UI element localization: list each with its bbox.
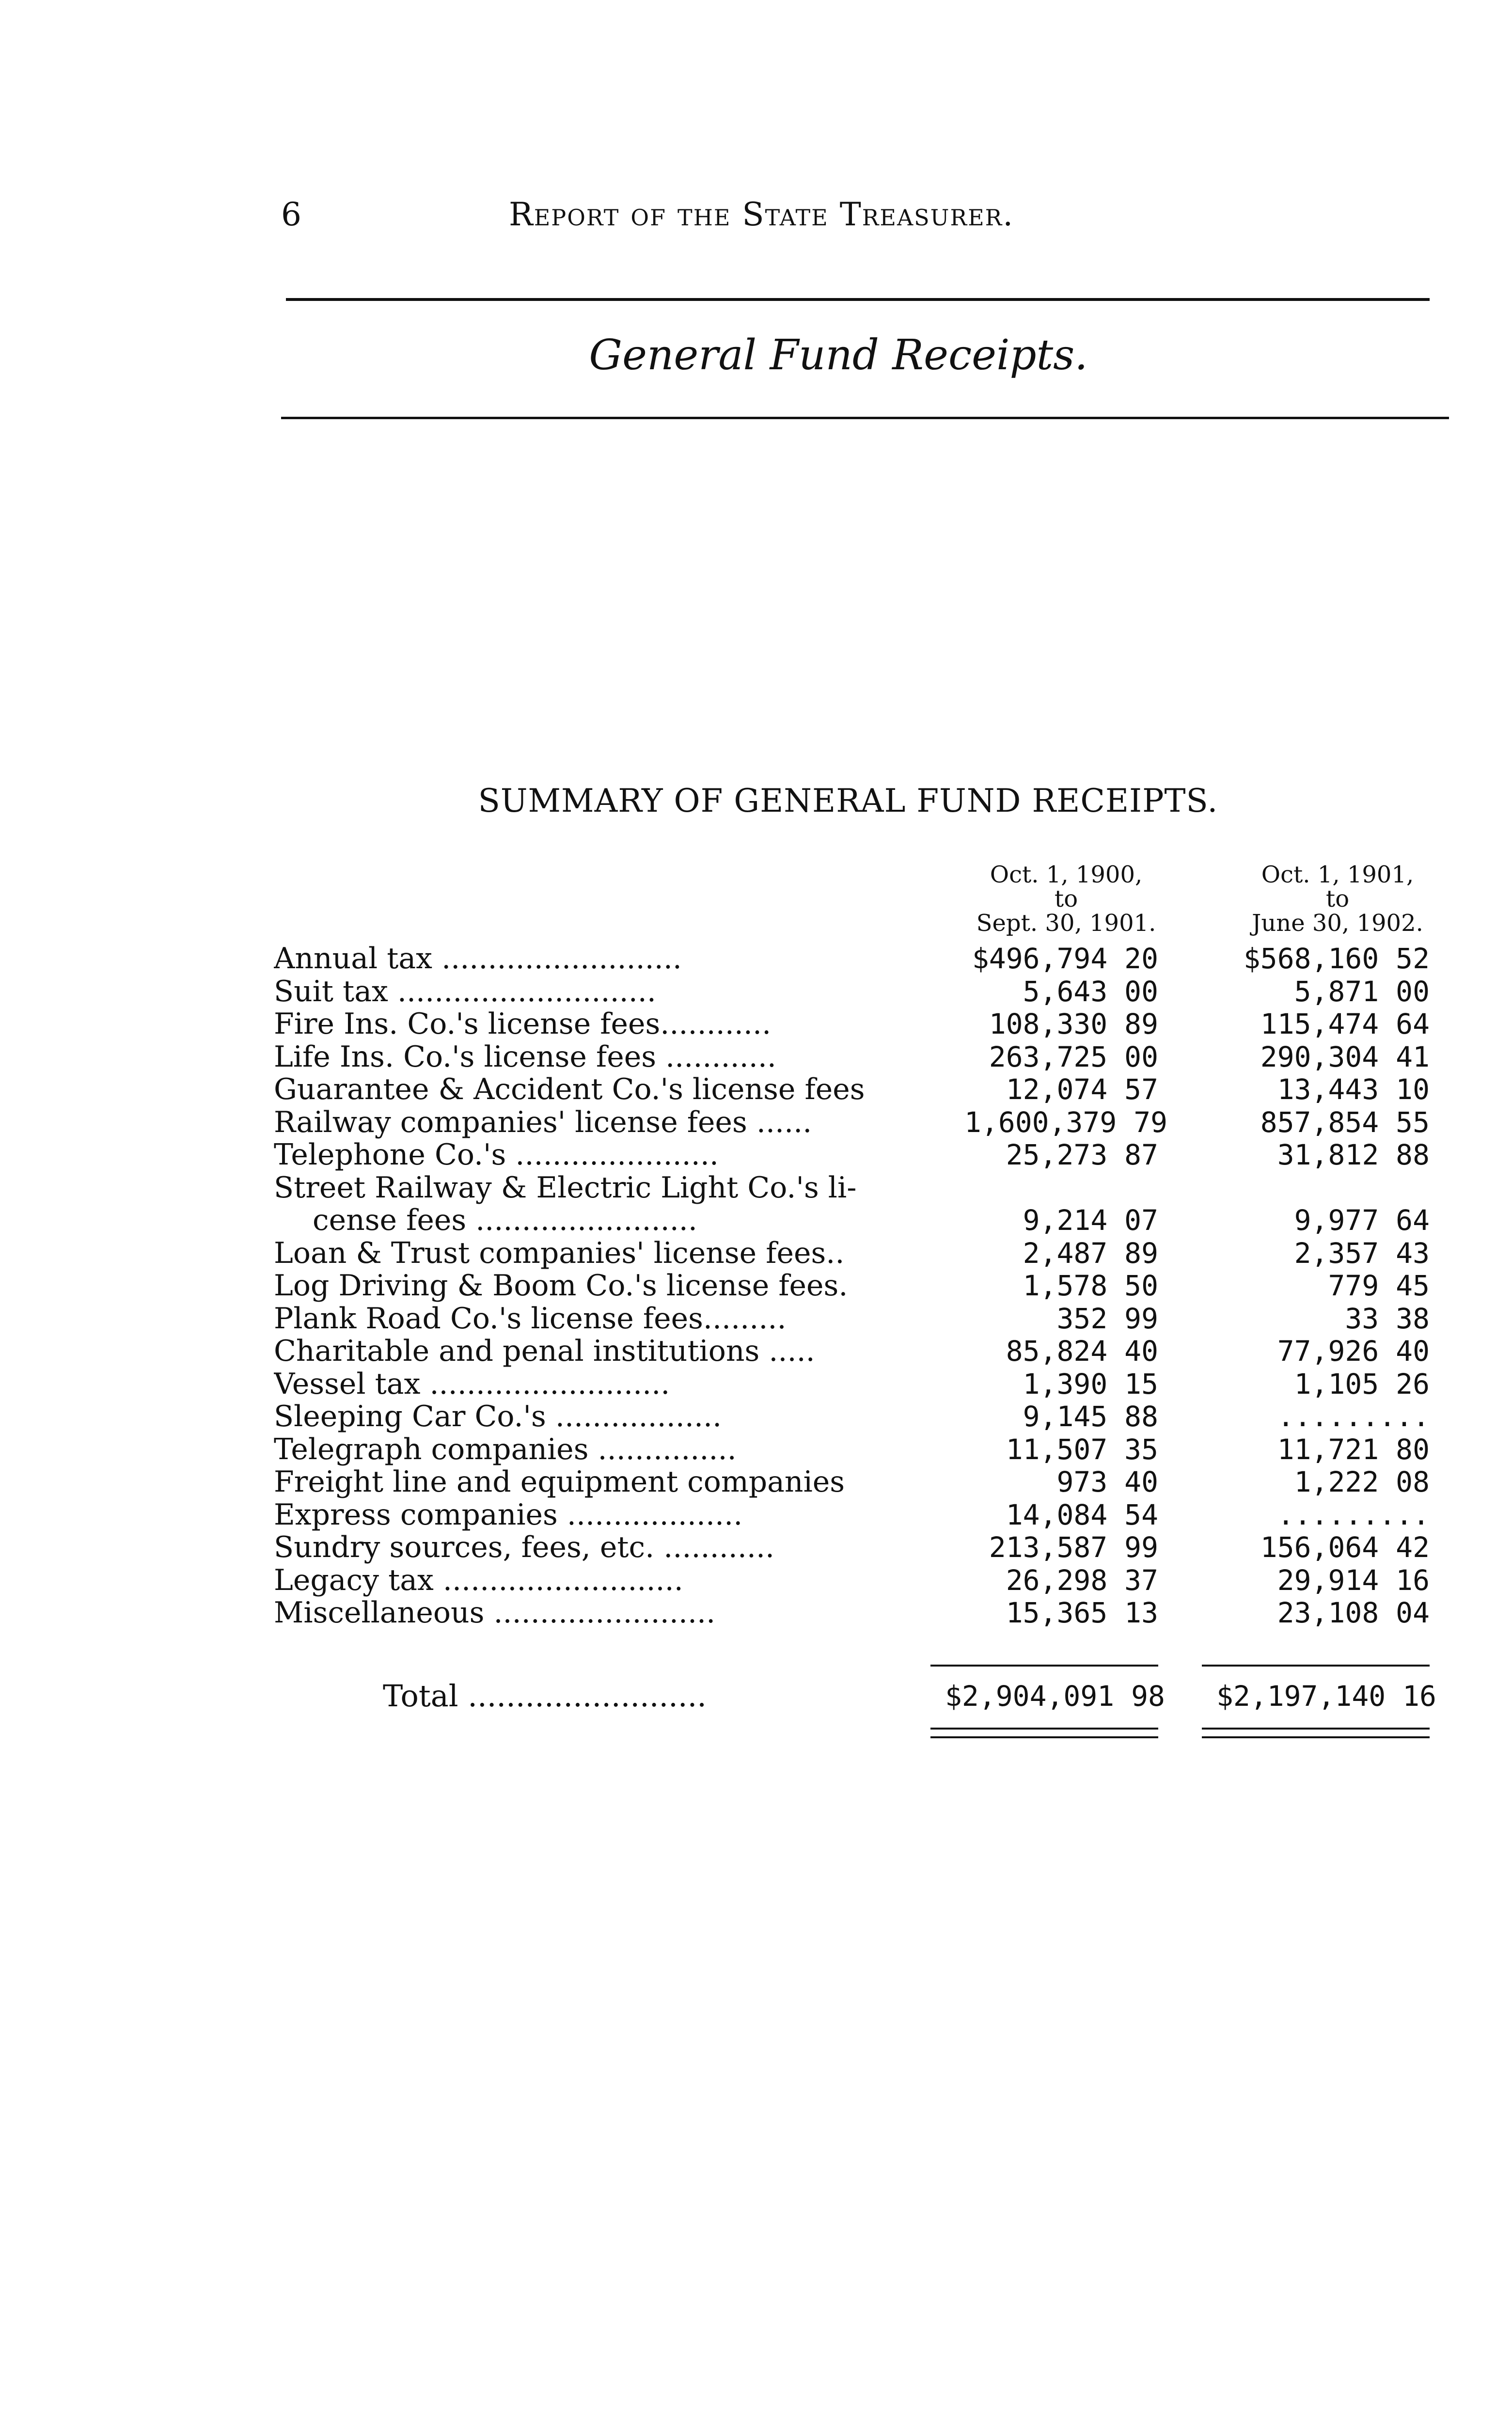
amount-1901-1902: 77,926 40	[1277, 1335, 1430, 1368]
amount-1901-1902: $568,160 52	[1243, 942, 1430, 975]
table-row	[0, 1466, 1512, 1499]
total-1901-1902: $2,197,140 16	[1216, 1680, 1436, 1713]
row-label: Annual tax ..........................	[274, 943, 682, 975]
amount-1900-1901: 85,824 40	[1006, 1335, 1158, 1368]
row-label	[274, 1172, 923, 1237]
column-header-line: to	[1054, 885, 1078, 913]
amount-1900-1901: 15,365 13	[1006, 1596, 1158, 1629]
row-label-line2: cense fees ........................	[313, 1203, 697, 1237]
table-row	[0, 1139, 1512, 1172]
table-title-text: SUMMARY OF GENERAL FUND RECEIPTS.	[478, 782, 1218, 819]
amount-1901-1902: 1,105 26	[1294, 1367, 1430, 1400]
amount-1900-1901: 213,587 99	[989, 1531, 1158, 1564]
sum-rule	[1202, 1665, 1430, 1667]
column-header-1900-1901	[930, 863, 1202, 935]
sum-rule	[930, 1665, 1158, 1667]
row-label: Freight line and equipment companies	[274, 1466, 845, 1499]
section-title	[0, 331, 1512, 379]
amount-1900-1901: 1,600,379 79	[964, 1105, 1168, 1139]
amount-1901-1902: 5,871 00	[1294, 975, 1430, 1008]
row-label: Sleeping Car Co.'s ..................	[274, 1400, 722, 1433]
table-row	[0, 1368, 1512, 1401]
row-label: Loan & Trust companies' license fees..	[274, 1237, 845, 1270]
table-row	[0, 1303, 1512, 1336]
row-label: Express companies ...................	[274, 1498, 743, 1531]
amount-1901-1902: 290,304 41	[1260, 1040, 1430, 1073]
amount-1901-1902: 29,914 16	[1277, 1563, 1430, 1597]
amount-1901-1902: 2,357 43	[1294, 1236, 1430, 1270]
row-label: Legacy tax ..........................	[274, 1564, 683, 1597]
row-label: Plank Road Co.'s license fees.........	[274, 1302, 787, 1335]
amount-1900-1901: 108,330 89	[989, 1007, 1158, 1040]
table-row	[0, 1041, 1512, 1074]
amount-1901-1902: .........	[1277, 1498, 1430, 1531]
row-label: Telephone Co.'s ......................	[274, 1139, 719, 1172]
header-rule	[286, 298, 1430, 301]
table-row	[0, 1531, 1512, 1564]
amount-1901-1902: 779 45	[1328, 1269, 1430, 1302]
amount-1901-1902: 115,474 64	[1260, 1007, 1430, 1040]
amount-1900-1901: 1,390 15	[1023, 1367, 1158, 1400]
table-row	[0, 1433, 1512, 1466]
table-row	[0, 1335, 1512, 1368]
table-row	[0, 1008, 1512, 1041]
table-row	[0, 975, 1512, 1008]
row-label: Telegraph companies ...............	[274, 1433, 737, 1466]
column-header-line: Oct. 1, 1901,	[1261, 861, 1414, 888]
total-row	[0, 1677, 1512, 1715]
amount-1900-1901: 1,578 50	[1023, 1269, 1158, 1302]
amount-1901-1902: 9,977 64	[1294, 1204, 1430, 1237]
column-header-1901-1902	[1202, 863, 1473, 935]
total-double-rule	[1202, 1728, 1430, 1738]
amount-1901-1902: .........	[1277, 1400, 1430, 1433]
table-row	[0, 1106, 1512, 1139]
amount-1900-1901: 2,487 89	[1023, 1236, 1158, 1270]
table-row	[0, 1400, 1512, 1433]
amount-1901-1902: 857,854 55	[1260, 1105, 1430, 1139]
section-title-text: General Fund Receipts.	[589, 331, 1088, 379]
page-number: 6	[281, 196, 301, 233]
amount-1900-1901: 973 40	[1056, 1465, 1158, 1498]
amount-1900-1901: 12,074 57	[1006, 1073, 1158, 1106]
column-header-line: Oct. 1, 1900,	[990, 861, 1143, 888]
row-label: Suit tax ............................	[274, 975, 656, 1008]
amount-1900-1901: 14,084 54	[1006, 1498, 1158, 1531]
amount-1901-1902: 156,064 42	[1260, 1531, 1430, 1564]
row-label: Log Driving & Boom Co.'s license fees.	[274, 1270, 848, 1303]
column-header-line: June 30, 1902.	[1252, 910, 1423, 937]
table-row	[0, 1237, 1512, 1270]
table-row	[0, 1564, 1512, 1597]
amount-1901-1902: 11,721 80	[1277, 1432, 1430, 1466]
row-label: Life Ins. Co.'s license fees ............	[274, 1040, 776, 1073]
amount-1901-1902: 13,443 10	[1277, 1073, 1430, 1106]
row-label: Railway companies' license fees ......	[274, 1106, 812, 1139]
total-double-rule	[930, 1728, 1158, 1738]
amount-1900-1901: 9,145 88	[1023, 1400, 1158, 1433]
amount-1900-1901: $496,794 20	[972, 942, 1158, 975]
row-label: Miscellaneous ........................	[274, 1597, 716, 1630]
table-row	[0, 1172, 1512, 1237]
row-label: Fire Ins. Co.'s license fees............	[274, 1008, 772, 1041]
receipts-table	[0, 943, 1512, 1630]
amount-1901-1902: 1,222 08	[1294, 1465, 1430, 1498]
total-1900-1901: $2,904,091 98	[945, 1680, 1165, 1713]
table-row	[0, 943, 1512, 975]
table-title	[0, 782, 1512, 819]
amount-1900-1901: 263,725 00	[989, 1040, 1158, 1073]
amount-1901-1902: 33 38	[1345, 1302, 1430, 1335]
amount-1901-1902: 23,108 04	[1277, 1596, 1430, 1629]
running-title: Report of the State Treasurer.	[509, 196, 1014, 233]
amount-1900-1901: 11,507 35	[1006, 1432, 1158, 1466]
amount-1900-1901: 9,214 07	[1023, 1204, 1158, 1237]
amount-1900-1901: 352 99	[1056, 1302, 1158, 1335]
row-label-line1: Street Railway & Electric Light Co.'s li-	[274, 1171, 857, 1205]
row-label: Charitable and penal institutions .....	[274, 1335, 815, 1368]
column-header-line: Sept. 30, 1901.	[976, 910, 1156, 937]
section-rule	[281, 417, 1449, 419]
amount-1900-1901: 25,273 87	[1006, 1138, 1158, 1171]
total-label: Total .........................	[383, 1678, 707, 1714]
row-label: Vessel tax ..........................	[274, 1368, 670, 1400]
column-header-line: to	[1325, 885, 1350, 913]
table-row	[0, 1073, 1512, 1106]
row-label: Sundry sources, fees, etc. ............	[274, 1531, 775, 1564]
table-row	[0, 1270, 1512, 1303]
table-row	[0, 1597, 1512, 1630]
row-label: Guarantee & Accident Co.'s license fees	[274, 1073, 865, 1106]
amount-1901-1902: 31,812 88	[1277, 1138, 1430, 1171]
amount-1900-1901: 26,298 37	[1006, 1563, 1158, 1597]
table-row	[0, 1499, 1512, 1532]
amount-1900-1901: 5,643 00	[1023, 975, 1158, 1008]
